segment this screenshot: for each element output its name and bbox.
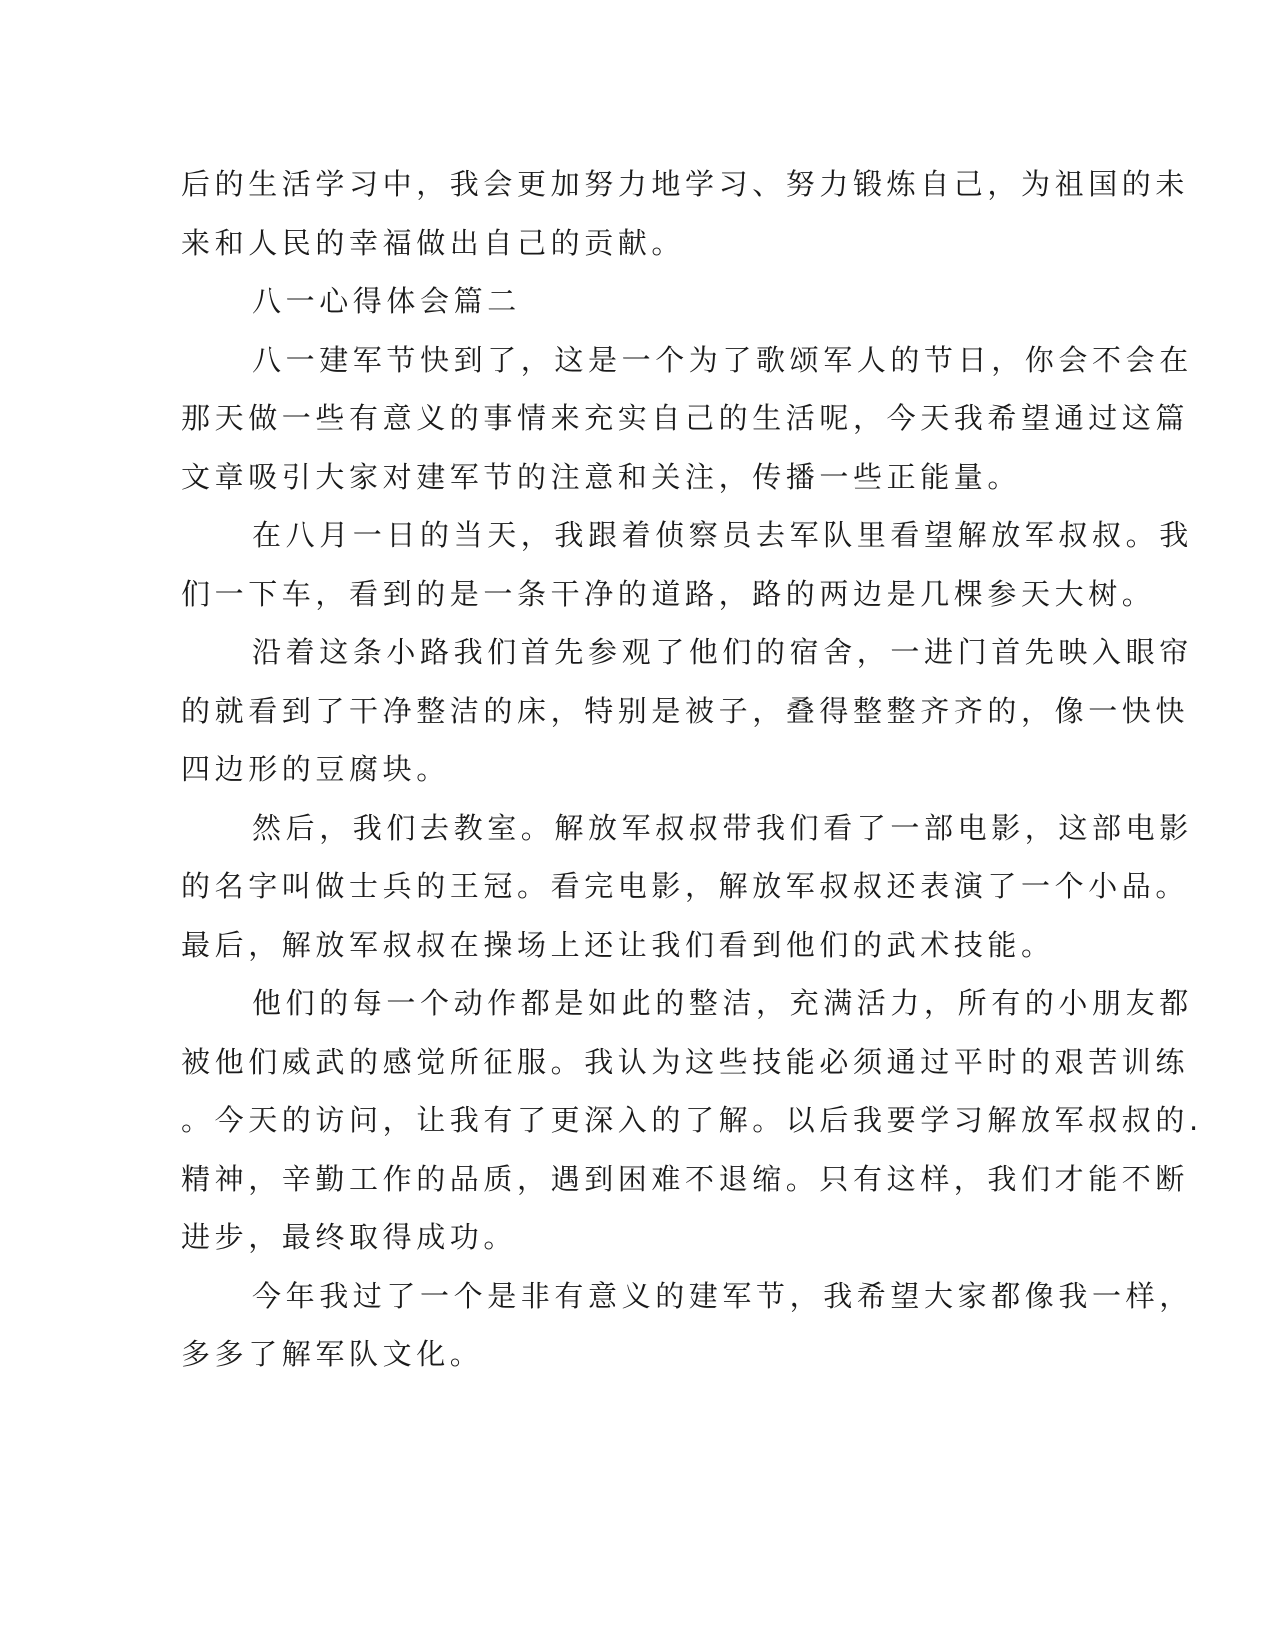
text-line: 在八月一日的当天，我跟着侦察员去军队里看望解放军叔叔。我 (252, 518, 1193, 552)
text-line: 来和人民的幸福做出自己的贡献。 (181, 225, 686, 260)
text-line: 最后，解放军叔叔在操场上还让我们看到他们的武术技能。 (181, 927, 1055, 962)
text-line: 被他们威武的感觉所征服。我认为这些技能必须通过平时的艰苦训练 (181, 1044, 1190, 1079)
text-line: 文章吸引大家对建军节的注意和关注，传播一些正能量。 (181, 459, 1022, 494)
text-line: 多多了解军队文化。 (181, 1337, 484, 1371)
text-line: 。今天的访问，让我有了更深入的了解。以后我要学习解放军叔叔的. (181, 1103, 1203, 1137)
text-line: 四边形的豆腐块。 (181, 752, 450, 786)
text-line: 的名字叫做士兵的王冠。看完电影，解放军叔叔还表演了一个小品。 (181, 869, 1190, 903)
text-line: 他们的每一个动作都是如此的整洁，充满活力，所有的小朋友都 (252, 986, 1193, 1020)
text-line: 们一下车，看到的是一条干净的道路，路的两边是几棵参天大树。 (181, 576, 1156, 611)
text-line: 精神，辛勤工作的品质，遇到困难不退缩。只有这样，我们才能不断 (181, 1161, 1190, 1196)
document-body (181, 155, 1203, 1384)
text-line: 然后，我们去教室。解放军叔叔带我们看了一部电影，这部电影 (252, 810, 1193, 845)
text-line: 那天做一些有意义的事情来充实自己的生活呢，今天我希望通过这篇 (181, 401, 1190, 435)
text-line: 沿着这条小路我们首先参观了他们的宿舍，一进门首先映入眼帘 (252, 635, 1193, 669)
text-line: 进步，最终取得成功。 (181, 1220, 518, 1254)
text-line: 后的生活学习中，我会更加努力地学习、努力锻炼自己，为祖国的未 (181, 167, 1190, 201)
text-line: 今年我过了一个是非有意义的建军节，我希望大家都像我一样， (252, 1278, 1193, 1313)
text-line: 的就看到了干净整洁的床，特别是被子，叠得整整齐齐的，像一快快 (181, 693, 1190, 728)
text-line: 八一建军节快到了，这是一个为了歌颂军人的节日，你会不会在 (252, 342, 1193, 377)
text-line: 八一心得体会篇二 (252, 284, 521, 318)
